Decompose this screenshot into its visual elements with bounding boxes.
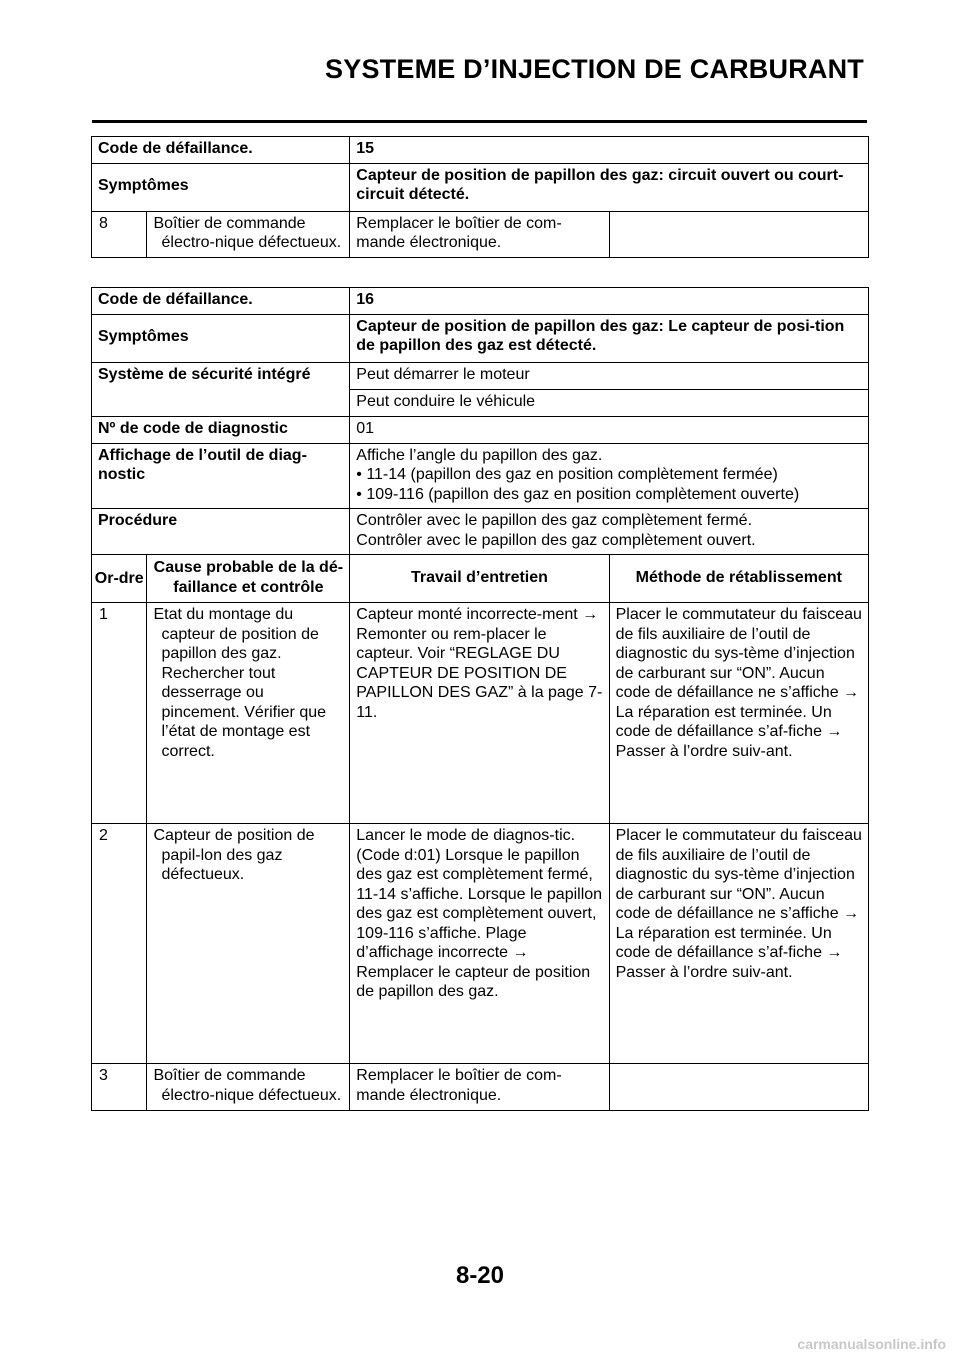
failsafe-label: Système de sécurité intégré xyxy=(92,362,350,416)
procedure-label: Procédure xyxy=(92,509,350,555)
procedure-line: Contrôler avec le papillon des gaz complètement ouvert. xyxy=(356,531,756,549)
fault-table-16 xyxy=(91,287,869,1111)
column-header-work: Travail d’entretien xyxy=(350,555,609,603)
row-work: Capteur monté incorrecte-ment → Remonter ou rem-placer le capteur. Voir “REGLAGE DU CAPTEUR DE POSITION DE PAPILLON DES GAZ” à la page 7-11. xyxy=(350,603,609,824)
title-rule xyxy=(92,120,867,123)
row-method: Placer le commutateur du faisceau de fils auxiliaire de l’outil de diagnostic du sys-tème d’injection de carburant sur “ON”. Aucun code de défaillance ne s’affiche → La réparation est terminée. Un code de défaillance s’af-fiche → Passer à l’ordre suiv-ant. xyxy=(609,824,868,1064)
failsafe-vehicle: Peut conduire le véhicule xyxy=(350,389,869,416)
diag-display-value xyxy=(350,443,869,509)
diag-code-label: Nº de code de diagnostic xyxy=(92,416,350,443)
procedure-line: Contrôler avec le papillon des gaz complètement fermé. xyxy=(356,512,753,529)
failsafe-engine: Peut démarrer le moteur xyxy=(350,362,869,389)
code-value: 15 xyxy=(350,137,869,164)
procedure-value xyxy=(350,509,869,555)
table-row xyxy=(92,603,869,824)
diag-display-label: Affichage de l’outil de diag-nostic xyxy=(92,443,350,509)
row-method: Placer le commutateur du faisceau de fils auxiliaire de l’outil de diagnostic du sys-tème d’injection de carburant sur “ON”. Aucun code de défaillance ne s’affiche → La réparation est terminée. Un code de défaillance s’af-fiche → Passer à l’ordre suiv-ant. xyxy=(609,603,868,824)
row-order: 8 xyxy=(92,211,147,257)
display-line: • 11-14 (papillon des gaz en position complètement fermée) xyxy=(356,466,778,483)
row-work: Remplacer le boîtier de com-mande électronique. xyxy=(350,211,609,257)
diag-code-value: 01 xyxy=(350,416,869,443)
row-order: 2 xyxy=(92,824,147,1064)
symptoms-value: Capteur de position de papillon des gaz: circuit ouvert ou court-circuit détecté. xyxy=(350,163,869,211)
symptoms-label: Symptômes xyxy=(92,314,350,362)
symptoms-value: Capteur de position de papillon des gaz: Le capteur de posi-tion de papillon des gaz est détecté. xyxy=(350,314,869,362)
symptoms-label: Symptômes xyxy=(92,163,350,211)
code-label: Code de défaillance. xyxy=(92,137,350,164)
display-line: Affiche l’angle du papillon des gaz. xyxy=(356,446,603,464)
row-cause: Capteur de position de papil-lon des gaz défectueux. xyxy=(147,824,350,1064)
table-row xyxy=(92,824,869,1064)
display-line: • 109-116 (papillon des gaz en position complètement ouverte) xyxy=(356,485,800,503)
row-cause: Boîtier de commande électro-nique défectueux. xyxy=(147,211,350,257)
column-header-method: Méthode de rétablissement xyxy=(609,555,868,603)
column-header-cause: Cause probable de la dé-faillance et contrôle xyxy=(147,555,350,603)
row-method xyxy=(609,1064,868,1111)
watermark: carmanualsonline.info xyxy=(797,1336,946,1352)
fault-table-15 xyxy=(91,136,869,258)
page-title: SYSTEME D’INJECTION DE CARBURANT xyxy=(325,54,864,84)
page-number: 8-20 xyxy=(455,1262,505,1289)
row-work: Lancer le mode de diagnos-tic. (Code d:01) Lorsque le papillon des gaz est complètement fermé, 11-14 s’affiche. Lorsque le papillon des gaz est complètement ouvert, 109-116 s’affiche. Plage d’affichage incorrecte → Remplacer le capteur de position de papillon des gaz. xyxy=(350,824,609,1064)
row-cause: Boîtier de commande électro-nique défectueux. xyxy=(147,1064,350,1111)
table-row xyxy=(92,1064,869,1111)
row-work: Remplacer le boîtier de com-mande électronique. xyxy=(350,1064,609,1111)
code-value: 16 xyxy=(350,288,869,315)
row-order: 1 xyxy=(92,603,147,824)
row-order: 3 xyxy=(92,1064,147,1111)
code-label: Code de défaillance. xyxy=(92,288,350,315)
row-method xyxy=(609,211,868,257)
column-header-order: Or-dre xyxy=(92,555,147,603)
row-cause: Etat du montage du capteur de position de papillon des gaz. Rechercher tout desserrage ou pincement. Vérifier que l’état de montage est correct. xyxy=(147,603,350,824)
